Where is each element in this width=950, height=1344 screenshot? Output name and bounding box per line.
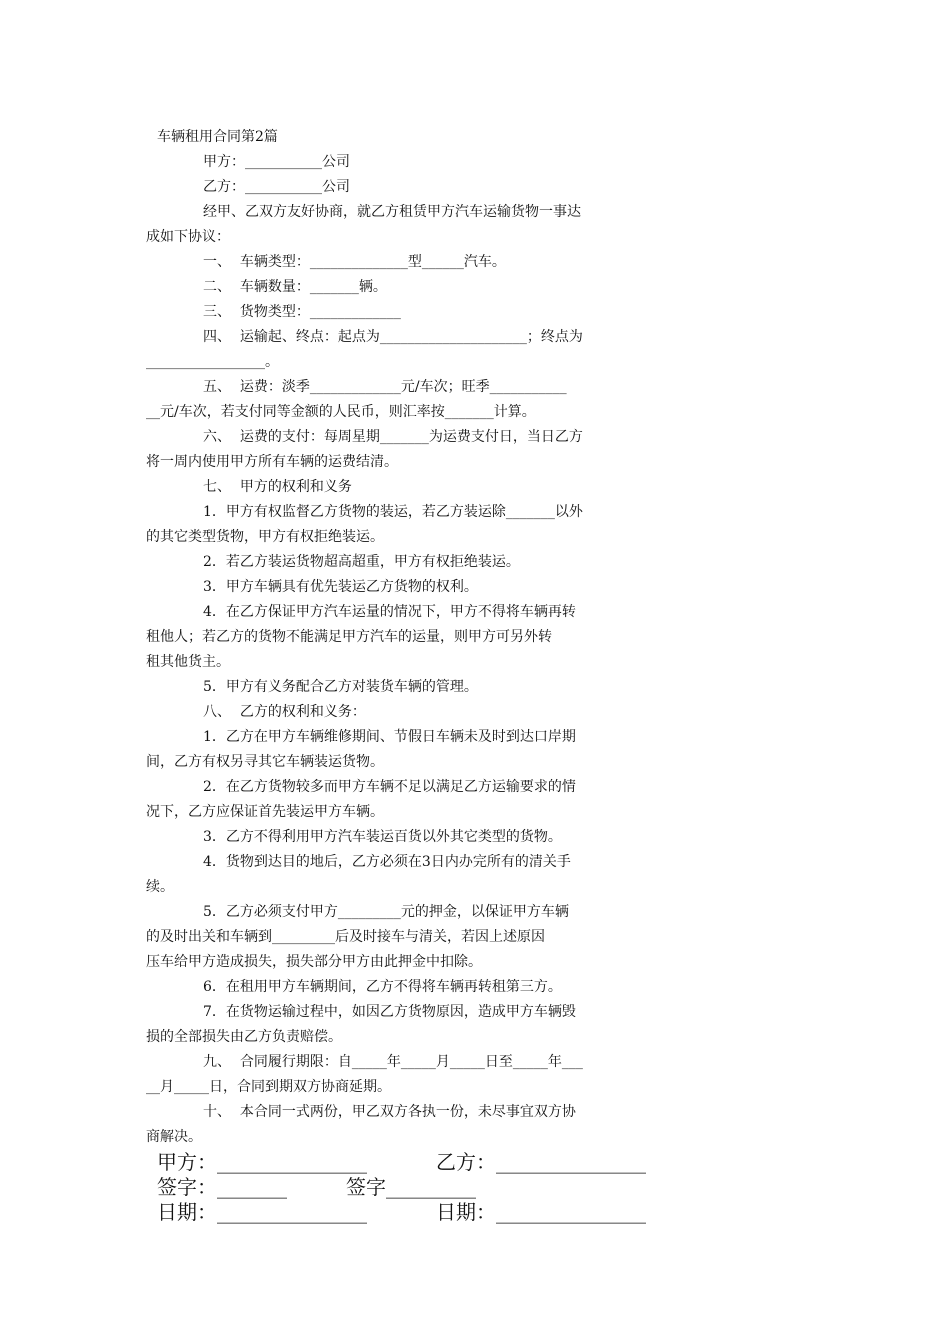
clause-line: 4．在乙方保证甲方汽车运量的情况下，甲方不得将车辆再转: [203, 604, 576, 620]
signature-party-a: 甲方：_______________: [157, 1150, 367, 1174]
paragraph-line: 成如下协议：: [146, 229, 230, 245]
clause-line: 商解决。: [146, 1129, 202, 1145]
signature-sign-a: 签字：_______: [157, 1175, 287, 1199]
clause-line: 3．甲方车辆具有优先装运乙方货物的权利。: [203, 579, 478, 595]
clause-line: 五、 运费：淡季_____________元/车次；旺季___________: [203, 379, 567, 395]
section-heading: 七、 甲方的权利和义务: [203, 479, 352, 495]
clause-line: 5．乙方必须支付甲方_________元的押金，以保证甲方车辆: [203, 904, 569, 920]
clause-line: 租他人；若乙方的货物不能满足甲方汽车的运量，则甲方可另外转: [146, 629, 552, 645]
clause-line: 4．货物到达目的地后，乙方必须在3日内办完所有的清关手: [203, 854, 571, 870]
clause-line: 6．在租用甲方车辆期间，乙方不得将车辆再转租第三方。: [203, 979, 562, 995]
section-heading: 八、 乙方的权利和义务：: [203, 704, 366, 720]
clause-line: 间，乙方有权另寻其它车辆装运货物。: [146, 754, 384, 770]
signature-date-b: 日期：_______________: [436, 1200, 646, 1224]
clause-line: 3．乙方不得利用甲方汽车装运百货以外其它类型的货物。: [203, 829, 562, 845]
clause-line: 的及时出关和车辆到_________后及时接车与清关，若因上述原因: [146, 929, 545, 945]
clause-line: 1．乙方在甲方车辆维修期间、节假日车辆未及时到达口岸期: [203, 729, 576, 745]
clause-line: __元/车次，若支付同等金额的人民币，则汇率按_______计算。: [146, 404, 536, 420]
clause-line: 四、 运输起、终点：起点为_____________________；终点为: [203, 329, 583, 345]
clause-line: 1．甲方有权监督乙方货物的装运，若乙方装运除_______以外: [203, 504, 583, 520]
clause-line: 十、 本合同一式两份，甲乙双方各执一份，未尽事宜双方协: [203, 1104, 576, 1120]
clause-line: 租其他货主。: [146, 654, 230, 670]
clause-line: 六、 运费的支付：每周星期_______为运费支付日，当日乙方: [203, 429, 583, 445]
document-title: 车辆租用合同第2篇: [157, 129, 278, 145]
clause-line: 将一周内使用甲方所有车辆的运费结清。: [146, 454, 398, 470]
clause-line: 三、 货物类型：_____________: [203, 304, 401, 320]
clause-line: 损的全部损失由乙方负责赔偿。: [146, 1029, 342, 1045]
clause-line: 二、 车辆数量：_______辆。: [203, 279, 387, 295]
clause-line: 况下，乙方应保证首先装运甲方车辆。: [146, 804, 384, 820]
signature-date-a: 日期：_______________: [157, 1200, 367, 1224]
signature-party-b: 乙方：_______________: [436, 1150, 646, 1174]
clause-line: 的其它类型货物，甲方有权拒绝装运。: [146, 529, 384, 545]
clause-line: 7．在货物运输过程中，如因乙方货物原因，造成甲方车辆毁: [203, 1004, 576, 1020]
clause-line: _________________。: [146, 354, 279, 370]
clause-line: __月_____日，合同到期双方协商延期。: [146, 1079, 391, 1095]
clause-line: 续。: [146, 879, 174, 895]
clause-line: 2．若乙方装运货物超高超重，甲方有权拒绝装运。: [203, 554, 520, 570]
paragraph-line: 经甲、乙双方友好协商，就乙方租赁甲方汽车运输货物一事达: [203, 204, 581, 220]
party-b-line: 乙方：___________公司: [203, 179, 350, 195]
party-a-line: 甲方：___________公司: [203, 154, 350, 170]
clause-line: 一、 车辆类型：______________型______汽车。: [203, 254, 506, 270]
clause-line: 2．在乙方货物较多而甲方车辆不足以满足乙方运输要求的情: [203, 779, 576, 795]
signature-sign-b: 签字_________: [346, 1175, 476, 1199]
clause-line: 压车给甲方造成损失，损失部分甲方由此押金中扣除。: [146, 954, 482, 970]
clause-line: 九、 合同履行期限：自_____年_____月_____日至_____年___: [203, 1054, 583, 1070]
clause-line: 5．甲方有义务配合乙方对装货车辆的管理。: [203, 679, 478, 695]
